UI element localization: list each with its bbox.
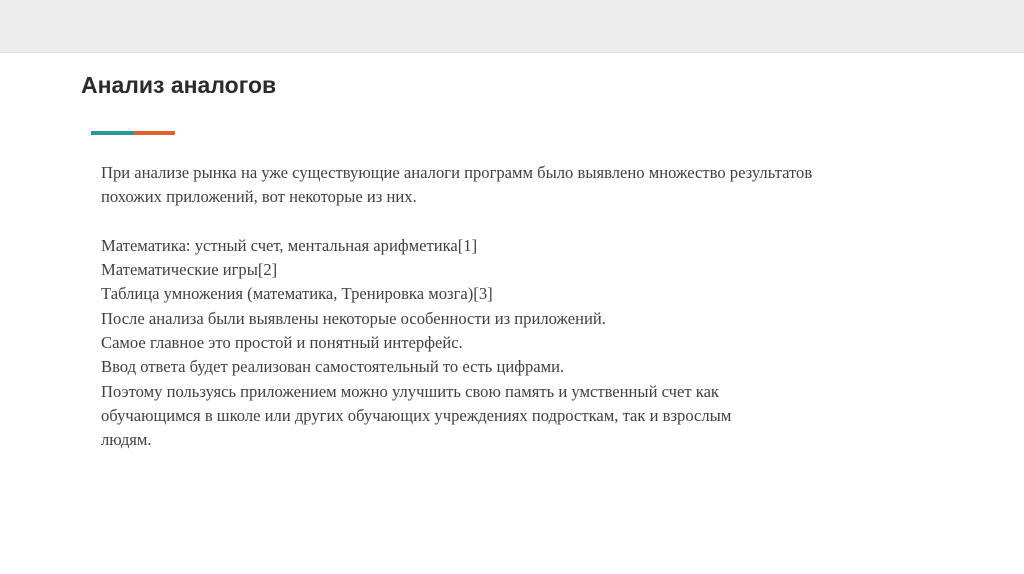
accent-bar-teal [91,131,134,135]
list-line: Поэтому пользуясь приложением можно улучшить свою память и умственный счет как [101,381,719,401]
findings-list [101,234,971,453]
list-line: После анализа были выявлены некоторые особенности из приложений. [101,308,606,328]
accent-bar-orange [134,131,175,135]
title-accent-bar [91,131,175,135]
list-line: Таблица умножения (математика, Тренировка мозга)[3] [101,284,493,304]
top-band [0,0,1024,53]
list-line: Ввод ответа будет реализован самостоятельный то есть цифрами. [101,357,565,377]
intro-line: При анализе рынка на уже существующие аналоги программ было выявлено множество результатов [101,163,813,182]
list-line: Математика: устный счет, ментальная арифметика[1] [101,235,478,255]
slide-title: Анализ аналогов [81,72,277,98]
list-line: обучающимся в школе или других обучающих учреждениях подросткам, так и взрослым [101,405,732,425]
slide-body [101,161,971,453]
list-line: Самое главное это простой и понятный интерфейс. [101,333,463,353]
intro-paragraph [101,161,971,210]
list-line: Математические игры[2] [101,260,278,280]
list-line: людям. [101,430,152,450]
intro-line: похожих приложений, вот некоторые из них. [101,187,417,207]
